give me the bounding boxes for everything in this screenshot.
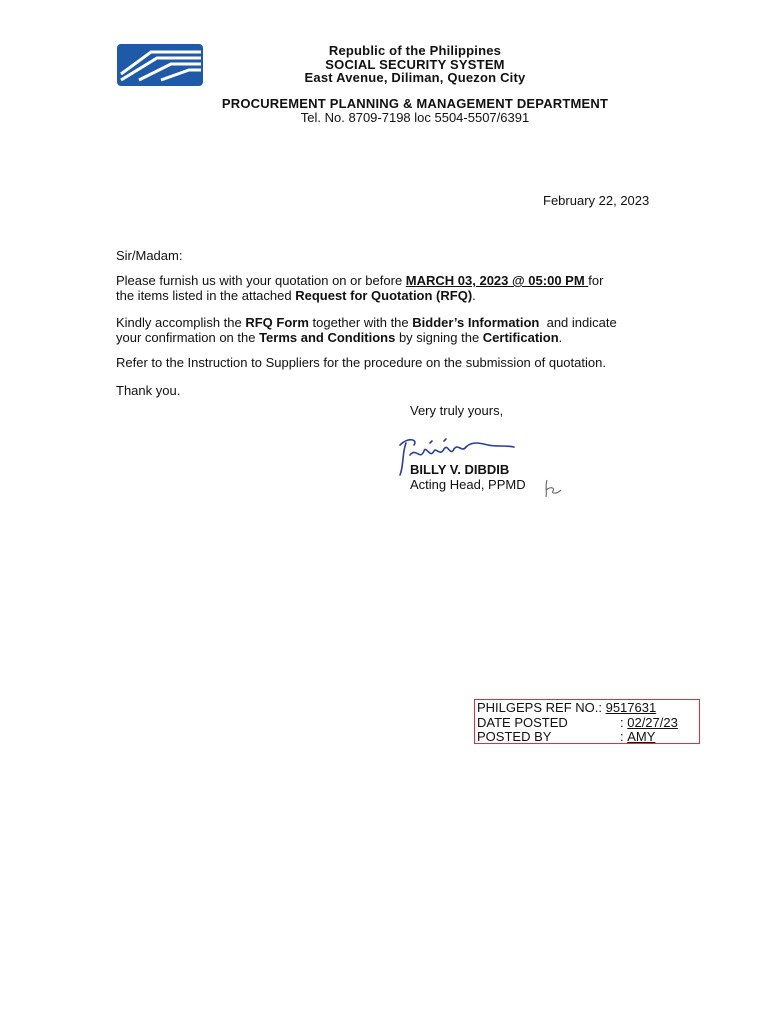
philgeps-reference-box — [474, 699, 700, 744]
letter-date: February 22, 2023 — [543, 193, 650, 208]
department-tel: Tel. No. 8709-7198 loc 5504-5507/6391 — [300, 109, 530, 125]
closing: Very truly yours, — [410, 403, 504, 418]
ref-label-philgeps: PHILGEPS REF NO.: — [477, 700, 606, 715]
p2-text-b: together with the — [308, 315, 413, 330]
terms-and-conditions: Terms and Conditions — [259, 329, 396, 345]
ref-row-date-posted — [477, 716, 699, 731]
deadline: MARCH 03, 2023 @ 05:00 PM — [405, 273, 589, 288]
rfq-reference: Request for Quotation (RFQ) — [295, 287, 473, 303]
ref-row-philgeps — [477, 701, 699, 716]
p2-text-f: . — [558, 329, 563, 345]
ref-label-date-posted: DATE POSTED — [477, 714, 568, 730]
p1-text-d: . — [472, 287, 476, 303]
initials-icon — [543, 476, 563, 498]
p1-text-b: for — [588, 273, 604, 288]
bidder-information: Bidder’s Information — [412, 315, 540, 330]
ref-label-posted-by: POSTED BY — [477, 729, 552, 744]
ref-value-philgeps: 9517631 — [605, 700, 657, 715]
ref-sep-date-posted: : — [620, 714, 628, 730]
signer-name: BILLY V. DIBDIB — [410, 462, 510, 477]
paragraph-refer: Refer to the Instruction to Suppliers for the procedure on the submission of quotation. — [116, 355, 606, 370]
p1-text-c: the items listed in the attached — [116, 287, 296, 303]
p1-text-a: Please furnish us with your quotation on or before — [116, 273, 406, 288]
ref-sep-posted-by: : — [620, 729, 628, 744]
department-name: PROCUREMENT PLANNING & MANAGEMENT DEPARTMENT — [221, 96, 609, 111]
p2-text-a: Kindly accomplish the — [116, 315, 246, 330]
thank-you: Thank you. — [116, 383, 181, 398]
certification: Certification — [482, 329, 559, 345]
p2-text-e: by signing the — [395, 329, 483, 345]
p2-text-d: your confirmation on the — [116, 329, 260, 345]
p2-text-c: and indicate — [539, 315, 617, 330]
header-address: East Avenue, Diliman, Quezon City — [304, 70, 526, 85]
signer-block — [410, 462, 526, 492]
signer-title: Acting Head, PPMD — [410, 477, 526, 492]
ref-row-posted-by — [477, 730, 699, 745]
header-republic: Republic of the Philippines — [328, 43, 502, 58]
ref-value-date-posted: 02/27/23 — [627, 714, 678, 730]
header-agency-name: SOCIAL SECURITY SYSTEM — [325, 56, 505, 72]
paragraph-request — [116, 274, 706, 303]
paragraph-instructions — [116, 316, 706, 345]
agency-header — [30, 44, 770, 85]
rfq-form: RFQ Form — [245, 315, 309, 330]
department-header — [30, 97, 770, 124]
ref-value-posted-by: AMY — [627, 729, 656, 744]
salutation: Sir/Madam: — [116, 248, 183, 263]
